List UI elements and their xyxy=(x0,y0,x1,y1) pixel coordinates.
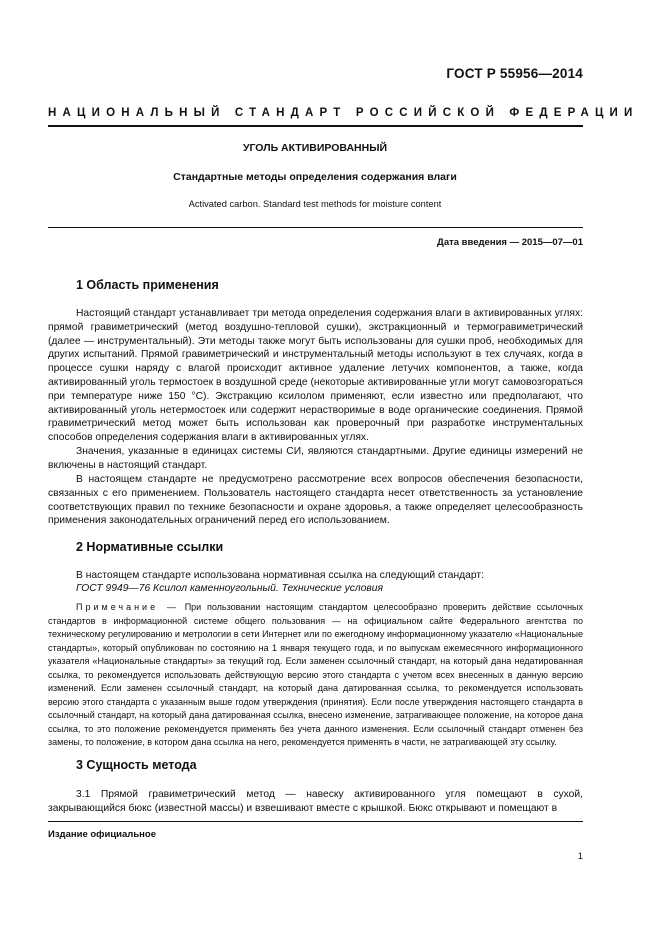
header-rule xyxy=(48,125,583,127)
note-label: Примечание — xyxy=(76,602,179,612)
note-text: При пользовании настоящим стандартом целесообразно проверить действие ссылочных стандартов в информационной системе общего пользования — на официальном сайте Федерального агентства по техническому регулированию и метрологии в сети Интернет или по ежегодному информационному указателю «Национальные стандарты», который опубликован по состоянию на 1 января текущего года, и по выпускам ежемесячного информационного указателя «Национальные стандарты» за текущий год. Если заменен ссылочный стандарт, на который дана недатированная ссылка, то рекомендуется использовать действующую версию этого стандарта с учетом всех внесенных в данную версию изменений. Если заменен ссылочный стандарт, на который дана датированная ссылка, то рекомендуется использовать версию этого стандарта с указанным выше годом утверждения (принятия). Если после утверждения настоящего стандарта в ссылочный стандарт, на который дана датированная ссылка, внесено изменение, затрагивающее положение, на которое дана ссылка, то это положение рекомендуется применять без учета данного изменения. Если ссылочный стандарт отменен без замены, то положение, в котором дана ссылка на него, рекомендуется применять в части, не затрагивающей эту ссылку. xyxy=(48,602,584,747)
section-1-heading: 1 Область применения xyxy=(76,278,219,292)
section-2-heading: 2 Нормативные ссылки xyxy=(76,540,224,554)
document-subtitle: Стандартные методы определения содержания влаги xyxy=(173,171,457,183)
english-title: Activated carbon. Standard test methods for moisture content xyxy=(188,199,442,209)
edition-label: Издание официальное xyxy=(48,829,156,840)
document-title: УГОЛЬ АКТИВИРОВАННЫЙ xyxy=(242,142,388,154)
national-standard-banner: НАЦИОНАЛЬНЫЙ СТАНДАРТ РОССИЙСКОЙ ФЕДЕРАЦИИ xyxy=(48,107,639,119)
footer-rule xyxy=(48,821,583,822)
page-number: 1 xyxy=(577,851,583,862)
section-2-paragraph-1: В настоящем стандарте использована нормативная ссылка на следующий стандарт: xyxy=(76,570,484,581)
section-3-heading: 3 Сущность метода xyxy=(76,758,197,772)
section-1-paragraph-3: В настоящем стандарте не предусмотрено рассмотрение всех вопросов обеспечения безопасности, связанных с его применением. Пользователь настоящего стандарта несет ответственность за установление соответствующих правил по технике безопасности и охране здоровья, а также определяет целесообразность применения законодательных ограничений перед его использованием. xyxy=(48,474,583,527)
section-3-paragraph-1: 3.1 Прямой гравиметрический метод — навеску активированного угля помещают в сухой, закрывающийся бюкс (известной массы) и взвешивают вместе с крышкой. Бюкс открывают и помещают в xyxy=(48,789,583,814)
normative-reference: ГОСТ 9949—76 Ксилол каменноугольный. Технические условия xyxy=(76,583,384,594)
title-rule xyxy=(48,227,583,228)
standard-code: ГОСТ Р 55956—2014 xyxy=(446,66,583,81)
section-1-paragraph-1: Настоящий стандарт устанавливает три метода определения содержания влаги в активированных углях: прямой гравиметрический (метод воздушно-тепловой сушки), экстракционный и термогравиметрический (далее — инструментальный). Эти методы также могут быть использованы для сушки проб, необходимых для других испытаний. Прямой гравиметрический и инструментальный методы используют в тех случаях, когда в процессе сушки наряду с влагой происходит активное удаление летучих компонентов, а также, когда активированный уголь термостоек в воздушной среде (некоторые активированные угли могут самовозгораться при температуре ниже 150 °С). Экстракцию ксилолом применяют, если известно или предполагают, что активированный уголь нетермостоек или содержит нерастворимые в воде органические соединения. Прямой гравиметрический метод может быть использован как проверочный при разработке инструментальных способов определения содержания влаги в активированных углях. xyxy=(48,308,583,444)
section-1-paragraph-2: Значения, указанные в единицах системы СИ, являются стандартными. Другие единицы измерений не включены в настоящий стандарт. xyxy=(48,446,583,471)
introduction-date: Дата введения — 2015—07—01 xyxy=(437,237,583,248)
note-block xyxy=(48,601,583,750)
